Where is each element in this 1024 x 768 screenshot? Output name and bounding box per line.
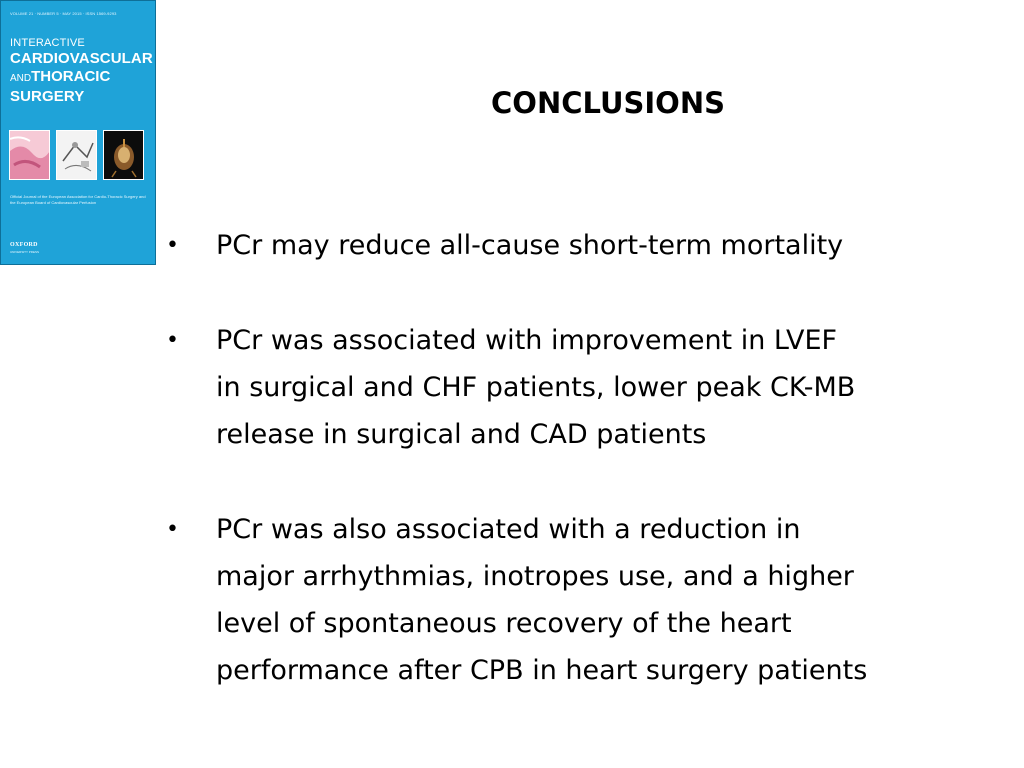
- bullet-dot: •: [166, 517, 179, 542]
- publisher-logo: OXFORD: [10, 242, 38, 248]
- cover-title-line-1: INTERACTIVE: [10, 37, 85, 49]
- cover-image-tissue: [9, 130, 50, 180]
- cover-title-thoracic: THORACIC: [31, 68, 111, 85]
- cover-description: Official Journal of the European Association for Cardio-Thoracic Surgery and the European Board of Cardiovascular Perfusion: [10, 194, 146, 205]
- cover-issue-line: VOLUME 21 · NUMBER 5 · MAY 2015 · ISSN 1569-9293: [10, 11, 117, 16]
- conclusion-item-2: [160, 317, 1020, 458]
- journal-cover: [0, 0, 156, 265]
- cover-image-diagram: [56, 130, 97, 180]
- bullet-dot: •: [166, 233, 179, 258]
- cover-title: [10, 36, 152, 106]
- conclusion-item-1: [160, 222, 1020, 269]
- cover-title-line-2: CARDIOVASCULAR: [10, 50, 153, 67]
- conclusion-text-1: PCr may reduce all-cause short-term mortality: [216, 230, 844, 261]
- slide-title: CONCLUSIONS: [491, 86, 725, 120]
- cover-title-line-3: [10, 68, 152, 88]
- cover-image-heart: [103, 130, 144, 180]
- conclusions-list: [160, 222, 1020, 694]
- conclusion-item-3: [160, 506, 1020, 694]
- conclusion-text-2: PCr was associated with improvement in LVEF in surgical and CHF patients, lower peak CK-MB release in surgical and CAD patients: [216, 325, 856, 450]
- conclusion-text-3: PCr was also associated with a reduction in major arrhythmias, inotropes use, and a higher level of spontaneous recovery of the heart performance after CPB in heart surgery patients: [216, 514, 868, 686]
- bullet-dot: •: [166, 328, 179, 353]
- cover-title-and: AND: [10, 73, 32, 84]
- cover-title-line-4: SURGERY: [10, 88, 85, 105]
- cover-image-strip: [9, 130, 149, 182]
- publisher-subtitle: UNIVERSITY PRESS: [10, 250, 39, 254]
